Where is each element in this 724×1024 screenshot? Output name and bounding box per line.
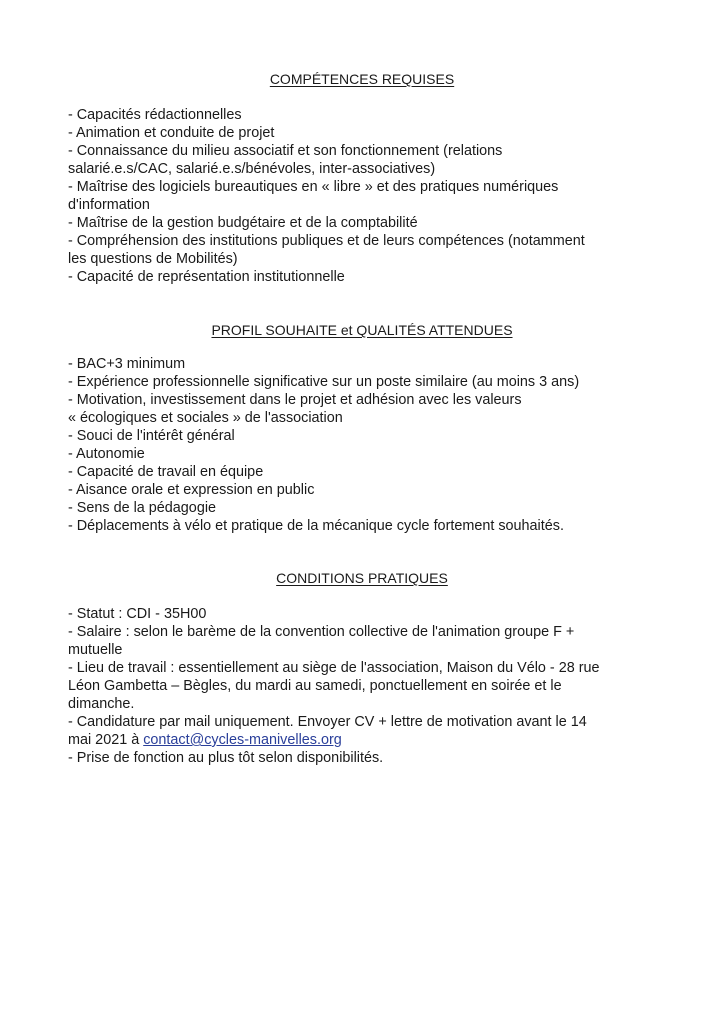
list-line: d'information	[68, 197, 150, 213]
list-line: - Expérience professionnelle significative sur un poste similaire (au moins 3 ans)	[68, 374, 580, 390]
section-heading-profil: PROFIL SOUHAITE et QUALITÉS ATTENDUES	[211, 322, 513, 338]
section-heading-conditions: CONDITIONS PRATIQUES	[276, 570, 448, 586]
list-line: « écologiques et sociales » de l'association	[68, 410, 343, 426]
section-heading-competences: COMPÉTENCES REQUISES	[269, 71, 455, 87]
competences-list	[68, 106, 668, 286]
contact-email-link[interactable]: contact@cycles-manivelles.org	[143, 732, 342, 748]
list-line: - Compréhension des institutions publiques et de leurs compétences (notamment	[68, 233, 585, 249]
list-line: - Capacités rédactionnelles	[68, 107, 242, 123]
list-line: - Lieu de travail : essentiellement au siège de l'association, Maison du Vélo - 28 rue	[68, 660, 600, 676]
list-line: - Salaire : selon le barème de la convention collective de l'animation groupe F +	[68, 624, 575, 640]
list-line: - BAC+3 minimum	[68, 356, 186, 372]
list-line: Léon Gambetta – Bègles, du mardi au samedi, ponctuellement en soirée et le	[68, 678, 562, 694]
list-line: - Maîtrise de la gestion budgétaire et de la comptabilité	[68, 215, 418, 231]
list-line: - Sens de la pédagogie	[68, 500, 217, 516]
profil-list	[68, 355, 668, 535]
email-line	[68, 731, 668, 749]
list-line: - Statut : CDI - 35H00	[68, 606, 207, 622]
list-line: - Animation et conduite de projet	[68, 125, 275, 141]
list-line: dimanche.	[68, 696, 135, 712]
list-line: - Capacité de travail en équipe	[68, 464, 264, 480]
list-line: - Souci de l'intérêt général	[68, 428, 235, 444]
conditions-list	[68, 605, 668, 767]
list-line: - Maîtrise des logiciels bureautiques en « libre » et des pratiques numériques	[68, 179, 559, 195]
list-line: salarié.e.s/CAC, salarié.e.s/bénévoles, inter-associatives)	[68, 161, 436, 177]
email-line-prefix: mai 2021 à	[68, 732, 144, 748]
list-line: - Candidature par mail uniquement. Envoyer CV + lettre de motivation avant le 14	[68, 714, 587, 730]
list-line: - Déplacements à vélo et pratique de la mécanique cycle fortement souhaités.	[68, 518, 564, 534]
list-line: - Connaissance du milieu associatif et son fonctionnement (relations	[68, 143, 503, 159]
list-line: - Aisance orale et expression en public	[68, 482, 315, 498]
list-line: - Capacité de représentation institutionnelle	[68, 269, 345, 285]
list-line: - Motivation, investissement dans le projet et adhésion avec les valeurs	[68, 392, 522, 408]
list-line: - Prise de fonction au plus tôt selon disponibilités.	[68, 750, 384, 766]
list-line: les questions de Mobilités)	[68, 251, 238, 267]
list-line: - Autonomie	[68, 446, 145, 462]
list-line: mutuelle	[68, 642, 123, 658]
